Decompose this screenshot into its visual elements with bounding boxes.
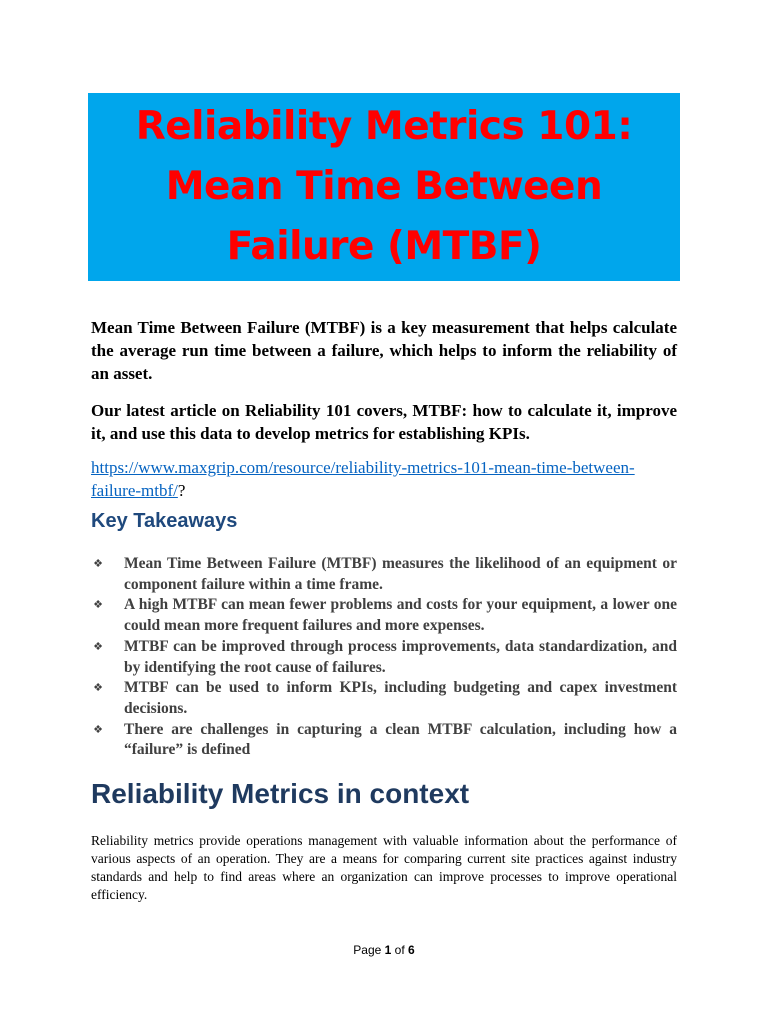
- list-item: [91, 595, 677, 636]
- article-link[interactable]: https://www.maxgrip.com/resource/reliability-metrics-101-mean-time-between-failure-mtbf/: [91, 458, 635, 500]
- page-label: Page: [353, 943, 382, 957]
- total-pages-number: 6: [408, 943, 415, 957]
- key-takeaways-list: [91, 554, 677, 761]
- context-heading: Reliability Metrics in context: [91, 778, 470, 809]
- article-link-paragraph: [91, 456, 677, 502]
- key-takeaways-heading: Key Takeaways: [91, 510, 238, 532]
- list-item-text: There are challenges in capturing a clean MTBF calculation, including how a “failure” is defined: [124, 720, 677, 759]
- title-line-2: Mean Time Between: [165, 164, 603, 209]
- list-item: [91, 678, 677, 719]
- list-item: [91, 720, 677, 761]
- page-footer: [0, 943, 768, 957]
- current-page-number: 1: [384, 943, 392, 957]
- link-suffix: ?: [177, 481, 186, 500]
- title-line-3: Failure (MTBF): [226, 224, 542, 269]
- list-item: [91, 637, 677, 678]
- intro-paragraph-1: Mean Time Between Failure (MTBF) is a key measurement that helps calculate the average run time between a failure, which helps to inform the reliability of an asset.: [91, 318, 677, 383]
- list-item-text: MTBF can be used to inform KPIs, including budgeting and capex investment decisions.: [124, 679, 677, 717]
- context-paragraph: Reliability metrics provide operations management with valuable information about the performance of various aspects of an operation. They are a means for comparing current site practices against industry standards and help to find areas where an organization can improve processes to improve operational efficiency.: [91, 833, 677, 902]
- list-item-text: Mean Time Between Failure (MTBF) measures the likelihood of an equipment or component failure within a time frame.: [124, 555, 677, 593]
- diamond-bullet-icon: ❖: [93, 682, 103, 695]
- list-item-text: A high MTBF can mean fewer problems and costs for your equipment, a lower one could mean more frequent failures and more expenses.: [124, 596, 677, 635]
- diamond-bullet-icon: ❖: [93, 599, 103, 612]
- diamond-bullet-icon: ❖: [93, 723, 103, 736]
- intro-paragraph-2: Our latest article on Reliability 101 covers, MTBF: how to calculate it, improve it, and use this data to develop metrics for establishing KPIs.: [91, 401, 677, 443]
- list-item-text: MTBF can be improved through process improvements, data standardization, and by identifying the root cause of failures.: [124, 637, 677, 676]
- of-label: of: [394, 943, 405, 957]
- title-line-1: Reliability Metrics 101:: [135, 104, 633, 149]
- title-banner: [88, 93, 680, 281]
- diamond-bullet-icon: ❖: [93, 640, 103, 653]
- diamond-bullet-icon: ❖: [93, 558, 103, 570]
- list-item: [91, 554, 677, 595]
